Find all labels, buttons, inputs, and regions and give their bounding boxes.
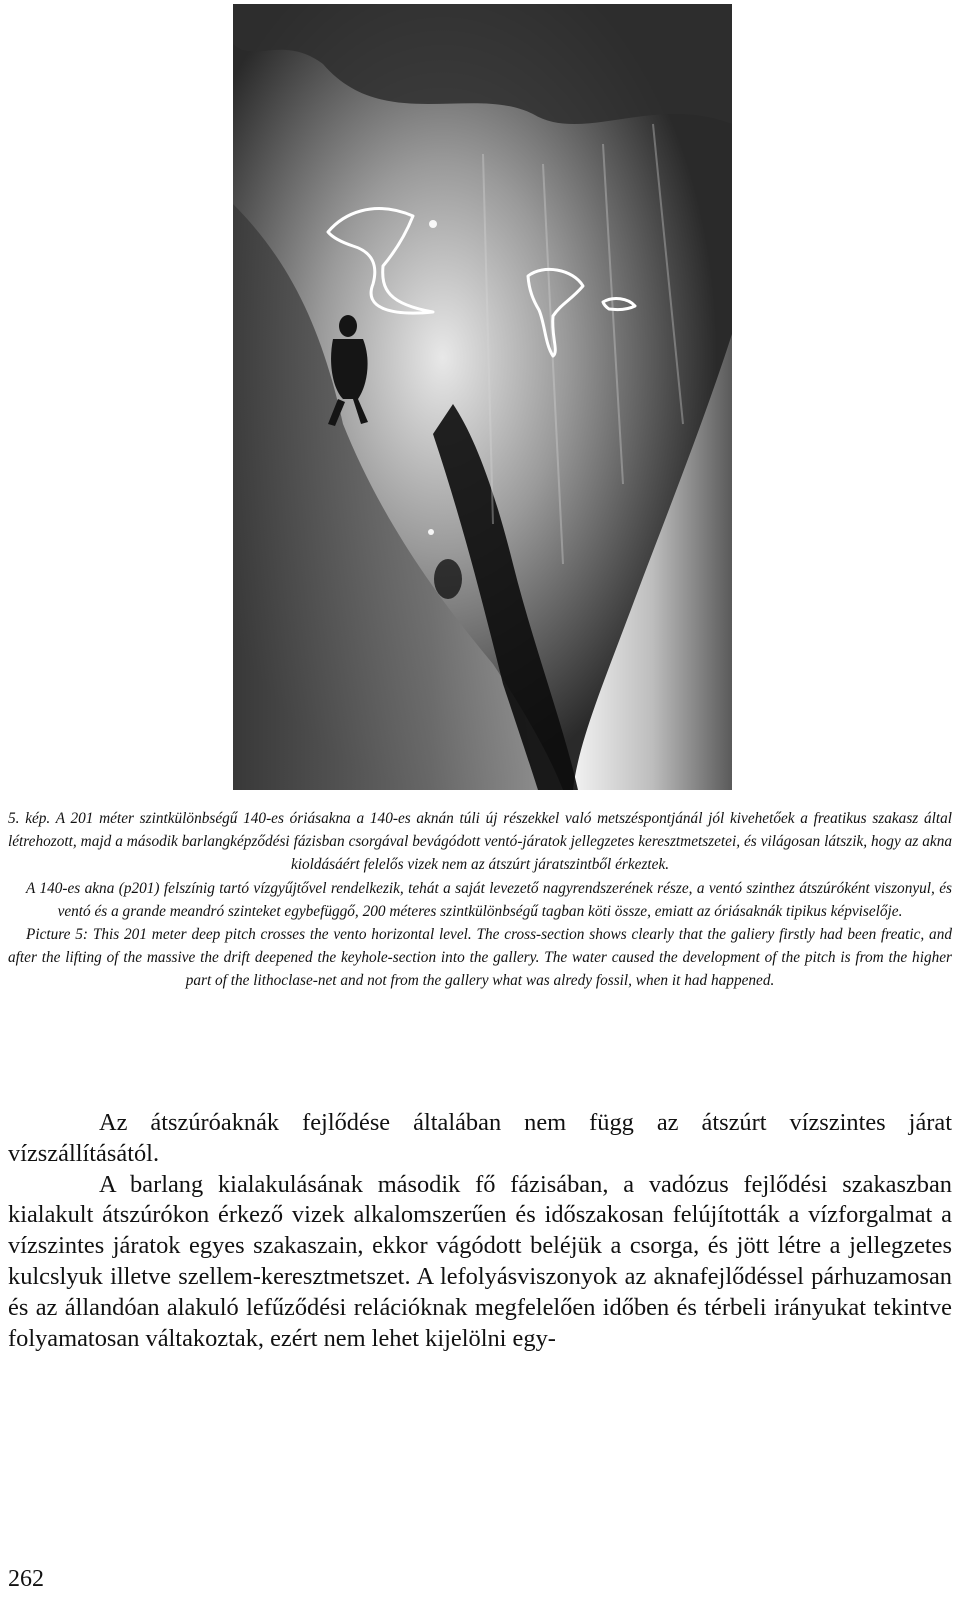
caption-label: 5. kép. — [8, 810, 51, 827]
figure-caption — [8, 807, 952, 993]
cave-shaft-photo — [233, 4, 732, 790]
caption-hungarian-text: A 201 méter szintkülönbségű 140-es óriásakna a 140-es aknán túli új részekkel való metszéspontjánál jól kivehetőek a freatikus szakasz által létrehozott, majd a második barlangképződési fázisban csorgával bevágódott ventó-járatok jellegzetes keresztmetszetei, és világosan látszik, hogy az akna kioldásáért felelős vizek nem az átszúrt járatszintből érkeztek. — [8, 810, 952, 874]
body-paragraph-2: A barlang kialakulásának második fő fázisában, a vadózus fejlődési szakaszban kialakult átszúrókon érkező vizek alkalomszerűen és időszakosan felújították a vízforgalmat a vízszintes járatok egyes szakaszain, ekkor vágódott beléjük a csorga, és jött létre a jellegzetes kulcslyuk illetve szellem-keresztmetszet. A lefolyásviszonyok az aknafejlődéssel párhuzamosan és az állandóan alakuló lefűződési relációknak megfelelően időben és térbeli irányukat tekintve folyamatosan váltakoztak, ezért nem lehet kijelölni egy- — [8, 1170, 952, 1352]
body-paragraph-1: Az átszúróaknák fejlődése általában nem függ az átszúrt vízszintes járat vízszállításától. — [8, 1109, 952, 1167]
caption-hungarian — [8, 807, 952, 877]
caption-english: Picture 5: This 201 meter deep pitch crosses the vento horizontal level. The cross-section shows clearly that the galiery firstly had been freatic, and after the lifting of the massive the drift deepened the keyhole-section into the gallery. The water caused the development of the pitch is from the higher part of the lithoclase-net and not from the gallery what was alredy fossil, when it had happened. — [8, 926, 952, 990]
cave-shaft-icon — [233, 4, 732, 790]
caption-hungarian-second: A 140-es akna (p201) felszínig tartó vízgyűjtővel rendelkezik, tehát a saját levezető nagyrendszerének része, a ventó szinthez átszúróként viszonyul, és ventó és a grande meandró szinteket egybefüggő, 200 méteres szintkülönbségű tagban köti össze, emiatt az óriásaknák tipikus képviselője. — [26, 879, 952, 920]
body-text — [8, 1108, 952, 1354]
page-number: 262 — [8, 1566, 44, 1592]
